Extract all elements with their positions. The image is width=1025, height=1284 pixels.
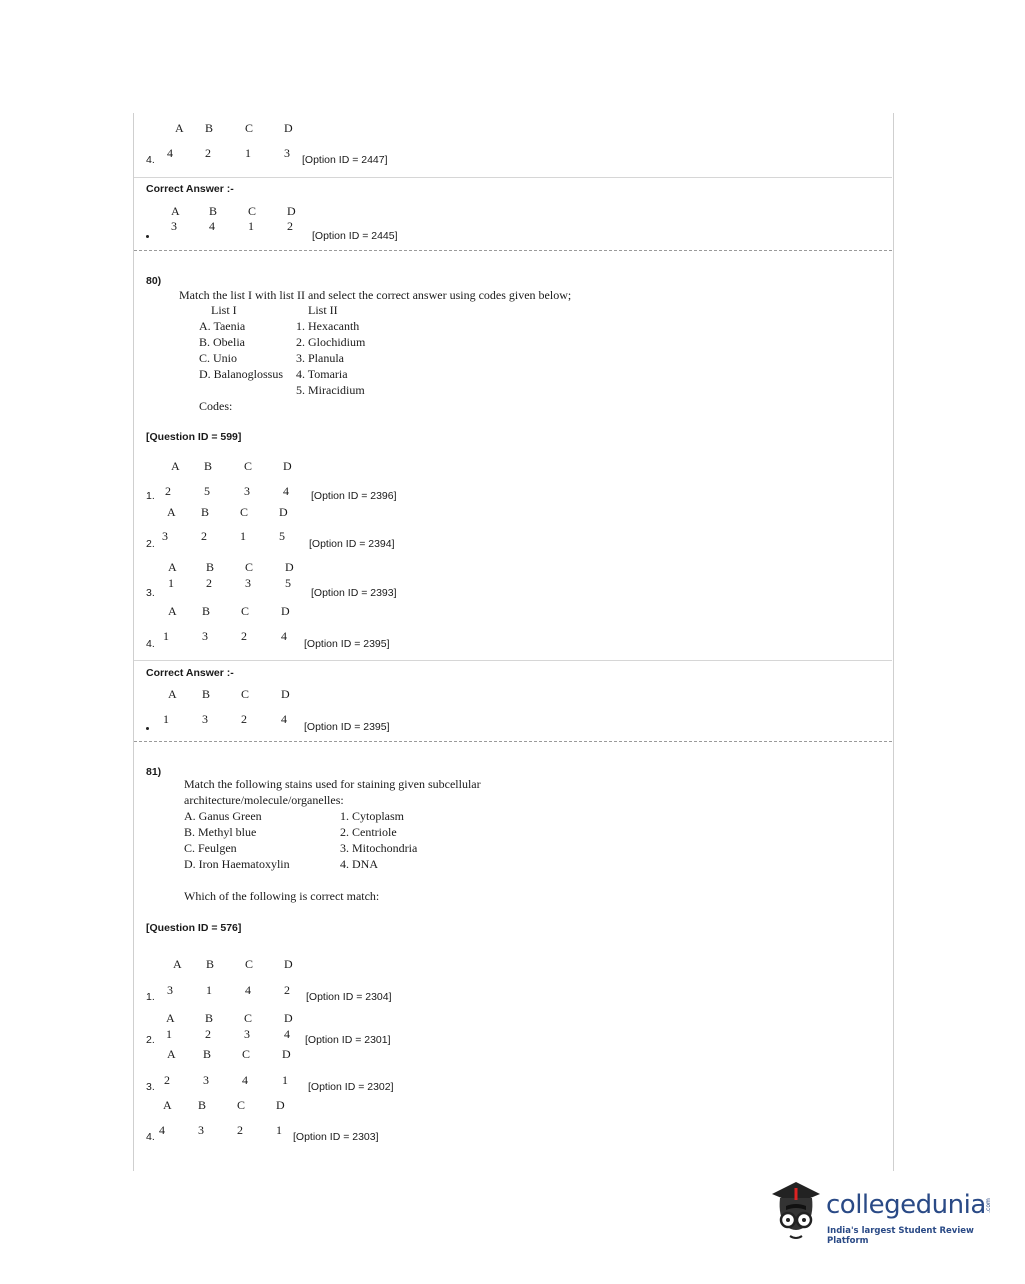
option-value: 2 — [205, 146, 211, 160]
header-letter: D — [282, 1047, 291, 1061]
logo-tagline: India's largest Student Review Platform — [827, 1226, 974, 1246]
header-letter: B — [206, 957, 215, 971]
question-stem: Match the list I with list II and select the correct answer using codes given below; — [179, 288, 572, 302]
list2-item: 4. Tomaria — [296, 367, 348, 381]
option-number: 4. — [146, 638, 155, 650]
option-value: 1 — [282, 1073, 288, 1087]
header-letter: A — [167, 505, 176, 519]
option-number: 1. — [146, 991, 155, 1003]
header-letter: A — [173, 957, 182, 971]
correct-answer-label: Correct Answer :- — [146, 183, 234, 195]
option-value: 1 — [168, 576, 174, 590]
list2-item: 1. Cytoplasm — [340, 809, 405, 823]
option-value: 1 — [245, 146, 251, 160]
option-number: 2. — [146, 1034, 155, 1046]
option-value: 4 — [242, 1073, 248, 1087]
logo-brand: collegedunia — [826, 1190, 986, 1220]
option-value: 2 — [206, 576, 212, 590]
header-letter: C — [242, 1047, 251, 1061]
question-id: [Question ID = 576] — [146, 922, 242, 934]
option-value: 1 — [240, 529, 246, 543]
list1-item: D. Balanoglossus — [199, 367, 283, 381]
option-value: 5 — [285, 576, 291, 590]
option-value: 3 — [284, 146, 290, 160]
header-letter: D — [284, 957, 293, 971]
header-letter: C — [245, 121, 254, 135]
option-id: [Option ID = 2301] — [305, 1034, 391, 1046]
option-value: 2 — [165, 484, 171, 498]
list1-item: B. Obelia — [199, 335, 245, 349]
option-value: 4 — [209, 219, 215, 233]
header-letter: B — [202, 687, 211, 701]
header-letter: A — [163, 1098, 172, 1112]
header-letter: D — [283, 459, 292, 473]
list1-item: A. Taenia — [199, 319, 246, 333]
header-letter: A — [168, 560, 177, 574]
header-letter: B — [205, 121, 214, 135]
list1-item: B. Methyl blue — [184, 825, 257, 839]
bullet-icon — [146, 727, 149, 730]
option-number: 3. — [146, 1081, 155, 1093]
header-letter: A — [168, 687, 177, 701]
option-number: 3. — [146, 587, 155, 599]
list2-item: 1. Hexacanth — [296, 319, 360, 333]
list2-item: 3. Mitochondria — [340, 841, 418, 855]
option-value: 2 — [205, 1027, 211, 1041]
list2-item: 4. DNA — [340, 857, 378, 871]
header-letter: A — [175, 121, 184, 135]
option-id: [Option ID = 2303] — [293, 1131, 379, 1143]
header-letter: C — [241, 687, 250, 701]
header-letter: B — [203, 1047, 212, 1061]
question-number: 81) — [146, 766, 162, 778]
divider — [134, 177, 892, 178]
option-value: 5 — [204, 484, 210, 498]
bullet-icon — [146, 235, 149, 238]
header-letter: B — [198, 1098, 207, 1112]
question-separator — [134, 741, 892, 742]
option-value: 4 — [284, 1027, 290, 1041]
header-letter: B — [201, 505, 210, 519]
option-value: 3 — [167, 983, 173, 997]
option-value: 3 — [203, 1073, 209, 1087]
option-value: 5 — [279, 529, 285, 543]
option-id: [Option ID = 2396] — [311, 490, 397, 502]
option-value: 1 — [166, 1027, 172, 1041]
option-id: [Option ID = 2395] — [304, 721, 390, 733]
option-value: 2 — [237, 1123, 243, 1137]
option-id: [Option ID = 2393] — [311, 587, 397, 599]
option-value: 1 — [163, 629, 169, 643]
option-number: 4. — [146, 154, 155, 166]
header-letter: A — [166, 1011, 175, 1025]
option-id: [Option ID = 2304] — [306, 991, 392, 1003]
header-letter: A — [171, 204, 180, 218]
header-letter: B — [202, 604, 211, 618]
question-id: [Question ID = 599] — [146, 431, 242, 443]
option-value: 3 — [171, 219, 177, 233]
option-value: 2 — [201, 529, 207, 543]
header-letter: C — [244, 1011, 253, 1025]
option-value: 2 — [284, 983, 290, 997]
option-value: 3 — [162, 529, 168, 543]
option-value: 3 — [244, 484, 250, 498]
option-value: 1 — [163, 712, 169, 726]
option-id: [Option ID = 2447] — [302, 154, 388, 166]
header-letter: D — [285, 560, 294, 574]
header-letter: C — [241, 604, 250, 618]
option-id: [Option ID = 2302] — [308, 1081, 394, 1093]
option-value: 4 — [167, 146, 173, 160]
option-number: 2. — [146, 538, 155, 550]
option-value: 2 — [241, 629, 247, 643]
header-letter: D — [281, 604, 290, 618]
divider — [134, 660, 892, 661]
header-letter: C — [248, 204, 257, 218]
option-value: 3 — [202, 712, 208, 726]
header-letter: B — [209, 204, 218, 218]
codes-label: Codes: — [199, 399, 233, 413]
option-id: [Option ID = 2445] — [312, 230, 398, 242]
list2-item: 5. Miracidium — [296, 383, 365, 397]
header-letter: A — [167, 1047, 176, 1061]
question-stem: Match the following stains used for staining given subcellular — [184, 777, 481, 791]
header-letter: D — [281, 687, 290, 701]
header-letter: C — [240, 505, 249, 519]
option-value: 4 — [245, 983, 251, 997]
question-stem: architecture/molecule/organelles: — [184, 793, 344, 807]
header-letter: A — [168, 604, 177, 618]
list2-item: 2. Centriole — [340, 825, 397, 839]
list2-item: 2. Glochidium — [296, 335, 366, 349]
correct-answer-label: Correct Answer :- — [146, 667, 234, 679]
option-value: 3 — [202, 629, 208, 643]
option-value: 4 — [159, 1123, 165, 1137]
list1-item: C. Unio — [199, 351, 238, 365]
header-letter: A — [171, 459, 180, 473]
option-value: 4 — [283, 484, 289, 498]
option-id: [Option ID = 2395] — [304, 638, 390, 650]
option-value: 1 — [248, 219, 254, 233]
option-value: 4 — [281, 712, 287, 726]
list-heading: List II — [308, 303, 338, 317]
header-letter: D — [279, 505, 288, 519]
option-value: 3 — [198, 1123, 204, 1137]
header-letter: C — [237, 1098, 246, 1112]
header-letter: B — [206, 560, 215, 574]
list1-item: C. Feulgen — [184, 841, 237, 855]
logo-suffix: .com — [984, 1198, 992, 1213]
option-number: 1. — [146, 490, 155, 502]
question-separator — [134, 250, 892, 251]
graduate-face-icon — [766, 1176, 826, 1248]
option-number: 4. — [146, 1131, 155, 1143]
header-letter: B — [205, 1011, 214, 1025]
header-letter: C — [245, 957, 254, 971]
option-value: 2 — [287, 219, 293, 233]
option-value: 3 — [245, 576, 251, 590]
header-letter: C — [244, 459, 253, 473]
list1-item: A. Ganus Green — [184, 809, 262, 823]
option-value: 2 — [241, 712, 247, 726]
header-letter: D — [284, 1011, 293, 1025]
option-value: 1 — [276, 1123, 282, 1137]
header-letter: D — [287, 204, 296, 218]
option-value: 2 — [164, 1073, 170, 1087]
question-prompt: Which of the following is correct match: — [184, 889, 380, 903]
option-id: [Option ID = 2394] — [309, 538, 395, 550]
list-heading: List I — [211, 303, 237, 317]
list2-item: 3. Planula — [296, 351, 344, 365]
header-letter: D — [284, 121, 293, 135]
header-letter: B — [204, 459, 213, 473]
option-value: 4 — [281, 629, 287, 643]
option-value: 3 — [244, 1027, 250, 1041]
header-letter: D — [276, 1098, 285, 1112]
list1-item: D. Iron Haematoxylin — [184, 857, 290, 871]
question-number: 80) — [146, 275, 162, 287]
option-value: 1 — [206, 983, 212, 997]
header-letter: C — [245, 560, 254, 574]
collegedunia-logo — [766, 1176, 996, 1248]
